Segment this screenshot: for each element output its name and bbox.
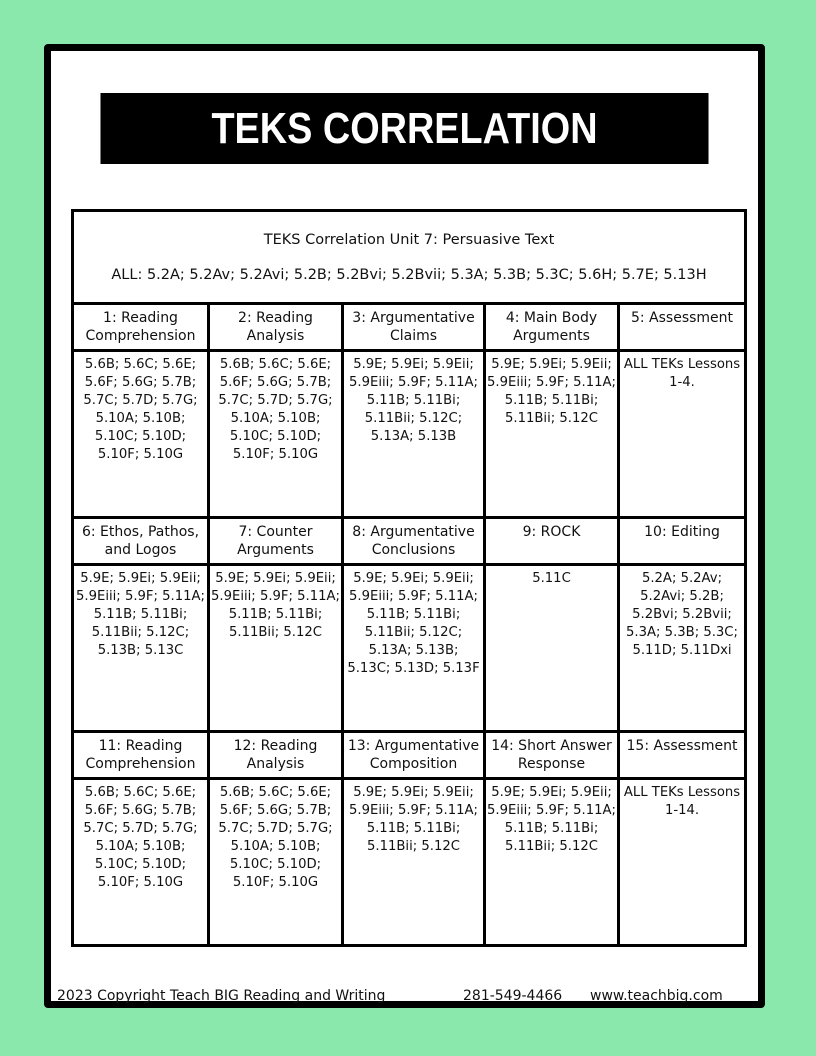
- teks-codes-cell: 5.6B; 5.6C; 5.6E; 5.6F; 5.6G; 5.7B; 5.7C; 5.7D; 5.7G; 5.10A; 5.10B; 5.10C; 5.10D; 5.10F; 5.10G: [209, 351, 343, 518]
- lesson-header: 4: Main Body Arguments: [485, 304, 619, 351]
- teks-codes-row: [73, 779, 746, 946]
- teks-codes-cell: 5.9E; 5.9Ei; 5.9Eii; 5.9Eiii; 5.9F; 5.11A; 5.11B; 5.11Bi; 5.11Bii; 5.12C; 5.13B; 5.13C: [73, 565, 209, 732]
- lesson-header: 10: Editing: [619, 518, 746, 565]
- lesson-header: 15: Assessment: [619, 732, 746, 779]
- teks-codes-cell: 5.9E; 5.9Ei; 5.9Eii; 5.9Eiii; 5.9F; 5.11A; 5.11B; 5.11Bi; 5.11Bii; 5.12C: [485, 779, 619, 946]
- teks-codes-cell: 5.9E; 5.9Ei; 5.9Eii; 5.9Eiii; 5.9F; 5.11A; 5.11B; 5.11Bi; 5.11Bii; 5.12C: [209, 565, 343, 732]
- footer-website: www.teachbig.com: [590, 988, 723, 1004]
- lesson-header: 5: Assessment: [619, 304, 746, 351]
- lesson-header: 6: Ethos, Pathos, and Logos: [73, 518, 209, 565]
- page-footer: [57, 988, 757, 1008]
- lesson-header: 2: Reading Analysis: [209, 304, 343, 351]
- page-title: TEKS CORRELATION: [100, 93, 708, 164]
- teks-codes-cell: ALL TEKs Lessons 1-4.: [619, 351, 746, 518]
- teks-codes-cell: 5.9E; 5.9Ei; 5.9Eii; 5.9Eiii; 5.9F; 5.11A; 5.11B; 5.11Bi; 5.11Bii; 5.12C: [485, 351, 619, 518]
- lesson-header: 3: Argumentative Claims: [343, 304, 485, 351]
- lesson-header: 1: Reading Comprehension: [73, 304, 209, 351]
- teks-codes-cell: 5.9E; 5.9Ei; 5.9Eii; 5.9Eiii; 5.9F; 5.11A; 5.11B; 5.11Bi; 5.11Bii; 5.12C; 5.13A; 5.13B; 5.13C; 5.13D; 5.13F: [343, 565, 485, 732]
- teks-codes-cell: 5.9E; 5.9Ei; 5.9Eii; 5.9Eiii; 5.9F; 5.11A; 5.11B; 5.11Bi; 5.11Bii; 5.12C; 5.13A; 5.13B: [343, 351, 485, 518]
- footer-copyright: 2023 Copyright Teach BIG Reading and Writing: [57, 988, 386, 1004]
- teks-table: [71, 209, 747, 947]
- document-page: [44, 44, 765, 1008]
- summary-cell: [73, 211, 746, 304]
- lesson-header: 9: ROCK: [485, 518, 619, 565]
- lesson-header: 8: Argumentative Conclusions: [343, 518, 485, 565]
- summary-title: TEKS Correlation Unit 7: Persuasive Text: [263, 231, 555, 248]
- teks-codes-cell: 5.6B; 5.6C; 5.6E; 5.6F; 5.6G; 5.7B; 5.7C; 5.7D; 5.7G; 5.10A; 5.10B; 5.10C; 5.10D; 5.10F; 5.10G: [73, 351, 209, 518]
- lesson-header-row: [73, 732, 746, 779]
- summary-row: [73, 211, 746, 304]
- lesson-header: 7: Counter Arguments: [209, 518, 343, 565]
- lesson-header: 13: Argumentative Composition: [343, 732, 485, 779]
- lesson-header-row: [73, 304, 746, 351]
- summary-all-teks: ALL: 5.2A; 5.2Av; 5.2Avi; 5.2B; 5.2Bvi; 5.2Bvii; 5.3A; 5.3B; 5.3C; 5.6H; 5.7E; 5.13H: [111, 266, 707, 283]
- teks-codes-row: [73, 565, 746, 732]
- teks-codes-row: [73, 351, 746, 518]
- lesson-header: 12: Reading Analysis: [209, 732, 343, 779]
- lesson-header: 14: Short Answer Response: [485, 732, 619, 779]
- teks-codes-cell: ALL TEKs Lessons 1-14.: [619, 779, 746, 946]
- footer-phone: 281-549-4466: [463, 988, 563, 1004]
- teks-codes-cell: 5.6B; 5.6C; 5.6E; 5.6F; 5.6G; 5.7B; 5.7C; 5.7D; 5.7G; 5.10A; 5.10B; 5.10C; 5.10D; 5.10F; 5.10G: [73, 779, 209, 946]
- teks-codes-cell: 5.6B; 5.6C; 5.6E; 5.6F; 5.6G; 5.7B; 5.7C; 5.7D; 5.7G; 5.10A; 5.10B; 5.10C; 5.10D; 5.10F; 5.10G: [209, 779, 343, 946]
- teks-codes-cell: 5.11C: [485, 565, 619, 732]
- lesson-header-row: [73, 518, 746, 565]
- teks-codes-cell: 5.2A; 5.2Av; 5.2Avi; 5.2B; 5.2Bvi; 5.2Bvii; 5.3A; 5.3B; 5.3C; 5.11D; 5.11Dxi: [619, 565, 746, 732]
- teks-codes-cell: 5.9E; 5.9Ei; 5.9Eii; 5.9Eiii; 5.9F; 5.11A; 5.11B; 5.11Bi; 5.11Bii; 5.12C: [343, 779, 485, 946]
- lesson-header: 11: Reading Comprehension: [73, 732, 209, 779]
